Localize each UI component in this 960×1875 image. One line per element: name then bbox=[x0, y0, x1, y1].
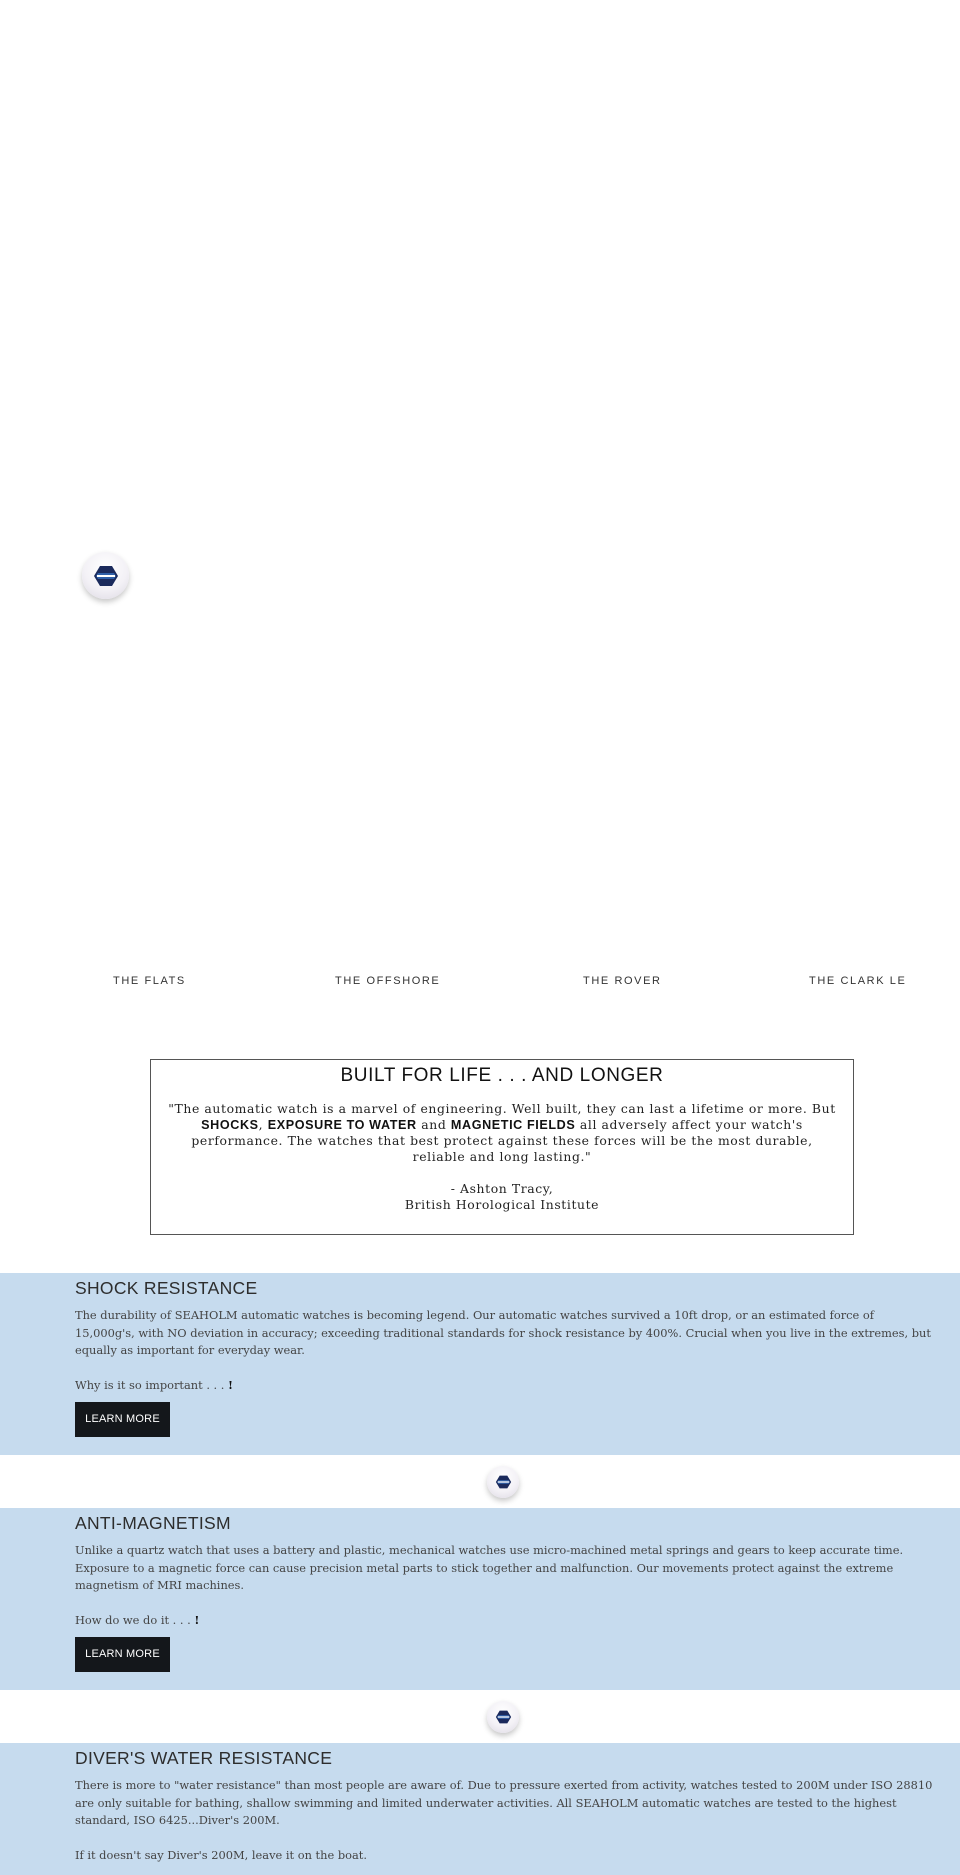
section-body: There is more to "water resistance" than most people are aware of. Due to pressure exerted from activity, watches tested to 200M under ISO 28810 are only suitable for bathing, shallow swimming and limited underwater activities. All SEAHOLM automatic watches are tested to the highest standard, ISO 6425...Diver's 200M. bbox=[75, 1778, 933, 1827]
quote-title: BUILT FOR LIFE . . . AND LONGER bbox=[340, 1065, 664, 1086]
watch-link-the-offshore[interactable]: THE OFFSHORE bbox=[335, 975, 441, 987]
section-body: Unlike a quartz watch that uses a battery and plastic, mechanical watches use micro-machined metal springs and gears to keep accurate time. Exposure to a magnetic force can cause precision metal parts to stick together and malfunction. Our movements protect against the extreme magnetism of MRI machines. bbox=[75, 1543, 904, 1592]
quote-line-1: "The automatic watch is a marvel of engineering. Well built, they can last a lifetime or more. But bbox=[168, 1101, 836, 1116]
section-title: ANTI-MAGNETISM bbox=[75, 1513, 231, 1533]
brand-logo-badge[interactable] bbox=[82, 552, 129, 599]
teaser-text: Why is it so important . . . bbox=[75, 1377, 229, 1392]
section-shock-resistance bbox=[0, 1273, 960, 1455]
divider-row bbox=[0, 1455, 960, 1508]
section-anti-magnetism bbox=[0, 1508, 960, 1690]
quote-keyword-shocks: SHOCKS bbox=[201, 1118, 259, 1132]
seaholm-hexagon-icon bbox=[495, 1475, 512, 1489]
seaholm-hexagon-icon bbox=[495, 1710, 512, 1724]
divider-row bbox=[0, 1690, 960, 1743]
quote-comma: , bbox=[258, 1117, 268, 1132]
quote-and: and bbox=[416, 1117, 451, 1132]
section-teaser: If it doesn't say Diver's 200M, leave it on the boat. bbox=[75, 1847, 367, 1862]
quote-organization: British Horological Institute bbox=[404, 1197, 600, 1212]
section-teaser bbox=[75, 1377, 935, 1394]
teaser-mark: ! bbox=[228, 1377, 234, 1392]
quote-line-4: reliable and long lasting." bbox=[412, 1149, 592, 1164]
learn-more-button[interactable]: LEARN MORE bbox=[75, 1637, 170, 1672]
quote-box bbox=[150, 1059, 854, 1235]
brand-logo-badge bbox=[487, 1466, 519, 1498]
watch-link-the-flats[interactable]: THE FLATS bbox=[113, 975, 186, 987]
section-title: SHOCK RESISTANCE bbox=[75, 1278, 258, 1298]
quote-keyword-magnetic: MAGNETIC FIELDS bbox=[450, 1118, 576, 1132]
brand-logo-badge bbox=[487, 1701, 519, 1733]
quote-line-3: performance. The watches that best protect against these forces will be the most durable, bbox=[191, 1133, 813, 1148]
quote-text bbox=[155, 1101, 849, 1165]
learn-more-button[interactable]: LEARN MORE bbox=[75, 1402, 170, 1437]
watch-link-the-rover[interactable]: THE ROVER bbox=[583, 975, 662, 987]
quote-author: - Ashton Tracy, bbox=[450, 1181, 554, 1196]
section-body: The durability of SEAHOLM automatic watches is becoming legend. Our automatic watches survived a 10ft drop, or an estimated force of 15,000g's, with NO deviation in accuracy; exceeding traditional standards for shock resistance by 400%. Crucial when you live in the extremes, but equally as important for everyday wear. bbox=[75, 1308, 931, 1357]
quote-line-2-rest: all adversely affect your watch's bbox=[575, 1117, 803, 1132]
quote-keyword-water: EXPOSURE TO WATER bbox=[267, 1118, 417, 1132]
teaser-text: How do we do it . . . bbox=[75, 1612, 195, 1627]
teaser-mark: ! bbox=[194, 1612, 200, 1627]
quote-attribution bbox=[151, 1181, 853, 1213]
watch-link-the-clark-le[interactable]: THE CLARK LE bbox=[809, 975, 907, 987]
section-title: DIVER'S WATER RESISTANCE bbox=[75, 1748, 333, 1768]
watch-model-nav bbox=[0, 975, 960, 991]
section-teaser bbox=[75, 1612, 935, 1629]
seaholm-hexagon-icon bbox=[93, 565, 119, 587]
section-divers-water-resistance bbox=[0, 1743, 960, 1875]
